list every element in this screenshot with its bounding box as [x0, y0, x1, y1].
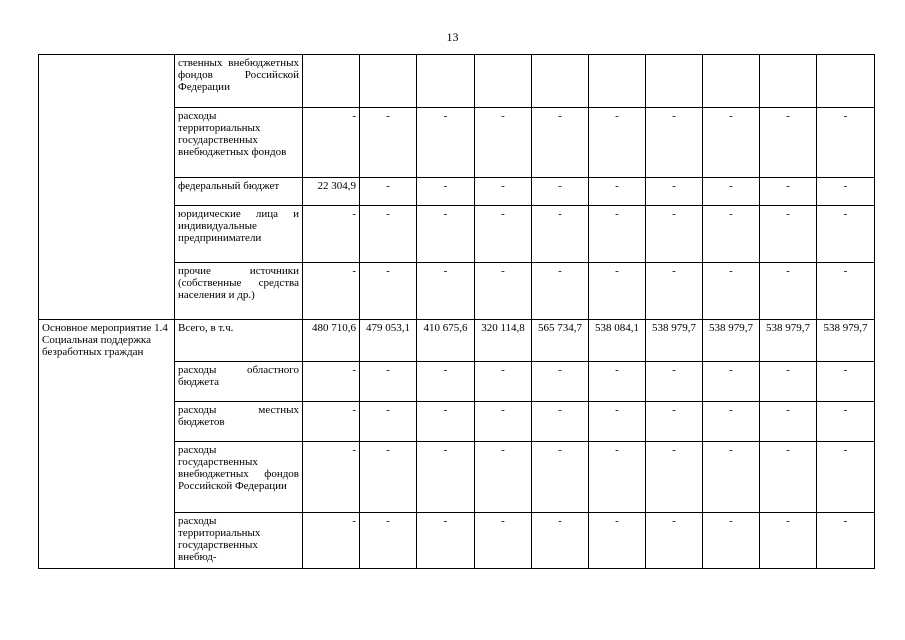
value-cell: - — [360, 178, 417, 206]
value-cell: - — [817, 178, 875, 206]
value-cell: - — [589, 362, 646, 402]
value-cell: - — [303, 108, 360, 178]
value-cell: - — [646, 108, 703, 178]
value-cell: - — [532, 178, 589, 206]
funding-source-cell: федеральный бюджет — [175, 178, 303, 206]
value-cell: - — [360, 263, 417, 320]
value-cell: 538 084,1 — [589, 320, 646, 362]
value-cell: - — [475, 263, 532, 320]
value-cell: - — [646, 206, 703, 263]
value-cell: - — [760, 263, 817, 320]
value-cell: - — [360, 513, 417, 569]
table-row — [39, 55, 875, 108]
value-cell: - — [417, 442, 475, 513]
value-cell: - — [532, 513, 589, 569]
value-cell: 410 675,6 — [417, 320, 475, 362]
value-cell: 565 734,7 — [532, 320, 589, 362]
value-cell: - — [360, 402, 417, 442]
value-cell: - — [703, 442, 760, 513]
value-cell: - — [475, 402, 532, 442]
funding-source-cell: расходы областного бюджета — [175, 362, 303, 402]
value-cell: - — [760, 362, 817, 402]
value-cell: - — [303, 513, 360, 569]
value-cell: - — [760, 108, 817, 178]
value-cell — [703, 55, 760, 108]
funding-source-cell: расходы территориальных государственных внебюд- — [175, 513, 303, 569]
funding-source-cell: прочие источники (собственные средства населения и др.) — [175, 263, 303, 320]
page-number: 13 — [446, 30, 459, 44]
value-cell: - — [703, 108, 760, 178]
value-cell: - — [360, 206, 417, 263]
value-cell: - — [646, 178, 703, 206]
measure-description: Социальная поддержка безработных граждан — [42, 334, 151, 358]
value-cell: - — [303, 362, 360, 402]
value-cell — [303, 55, 360, 108]
value-cell: - — [646, 402, 703, 442]
value-cell: - — [589, 206, 646, 263]
measure-title: Основное мероприятие 1.4 — [42, 322, 168, 334]
value-cell: - — [817, 442, 875, 513]
value-cell: - — [760, 402, 817, 442]
value-cell: - — [417, 263, 475, 320]
value-cell — [532, 55, 589, 108]
value-cell: - — [703, 402, 760, 442]
value-cell: 479 053,1 — [360, 320, 417, 362]
value-cell: 22 304,9 — [303, 178, 360, 206]
value-cell: - — [589, 513, 646, 569]
value-cell: - — [360, 442, 417, 513]
value-cell: - — [703, 206, 760, 263]
value-cell: - — [417, 206, 475, 263]
value-cell: - — [703, 513, 760, 569]
value-cell: - — [417, 178, 475, 206]
value-cell — [360, 55, 417, 108]
value-cell: - — [703, 362, 760, 402]
value-cell: 538 979,7 — [760, 320, 817, 362]
value-cell: - — [303, 402, 360, 442]
value-cell — [589, 55, 646, 108]
value-cell: - — [646, 263, 703, 320]
value-cell: - — [303, 442, 360, 513]
value-cell: - — [589, 442, 646, 513]
value-cell — [817, 55, 875, 108]
value-cell: - — [532, 362, 589, 402]
value-cell — [646, 55, 703, 108]
value-cell: - — [532, 263, 589, 320]
value-cell: - — [646, 362, 703, 402]
value-cell: - — [760, 513, 817, 569]
value-cell: 480 710,6 — [303, 320, 360, 362]
value-cell: - — [589, 178, 646, 206]
funding-source-cell: ственных внебюджетных фондов Российской Федерации — [175, 55, 303, 108]
budget-table — [38, 54, 875, 569]
value-cell: - — [589, 402, 646, 442]
value-cell: - — [646, 442, 703, 513]
value-cell: - — [646, 513, 703, 569]
value-cell: 538 979,7 — [703, 320, 760, 362]
value-cell: - — [303, 206, 360, 263]
value-cell: 538 979,7 — [646, 320, 703, 362]
value-cell: 320 114,8 — [475, 320, 532, 362]
measure-cell — [39, 320, 175, 569]
value-cell: - — [417, 402, 475, 442]
value-cell — [417, 55, 475, 108]
value-cell: - — [475, 178, 532, 206]
value-cell: - — [475, 362, 532, 402]
value-cell: - — [589, 263, 646, 320]
funding-source-cell: юридические лица и индивидуальные предприниматели — [175, 206, 303, 263]
value-cell: - — [532, 108, 589, 178]
value-cell: - — [417, 108, 475, 178]
value-cell: - — [532, 442, 589, 513]
value-cell — [475, 55, 532, 108]
value-cell: - — [589, 108, 646, 178]
value-cell — [760, 55, 817, 108]
value-cell: - — [532, 206, 589, 263]
funding-source-cell: расходы местных бюджетов — [175, 402, 303, 442]
value-cell: - — [360, 362, 417, 402]
value-cell: - — [532, 402, 589, 442]
value-cell: 538 979,7 — [817, 320, 875, 362]
table-row — [39, 320, 875, 362]
value-cell: - — [417, 513, 475, 569]
value-cell: - — [475, 206, 532, 263]
value-cell: - — [475, 108, 532, 178]
measure-cell-empty — [39, 55, 175, 320]
value-cell: - — [817, 362, 875, 402]
value-cell: - — [817, 108, 875, 178]
value-cell: - — [417, 362, 475, 402]
value-cell: - — [817, 402, 875, 442]
value-cell: - — [360, 108, 417, 178]
value-cell: - — [760, 178, 817, 206]
value-cell: - — [703, 263, 760, 320]
value-cell: - — [817, 206, 875, 263]
funding-source-cell: расходы государственных внебюджетных фондов Российской Федерации — [175, 442, 303, 513]
funding-source-cell: Всего, в т.ч. — [175, 320, 303, 362]
funding-source-cell: расходы территориальных государственных внебюджетных фондов — [175, 108, 303, 178]
value-cell: - — [817, 513, 875, 569]
table-body — [39, 55, 875, 569]
value-cell: - — [817, 263, 875, 320]
value-cell: - — [475, 513, 532, 569]
value-cell: - — [760, 442, 817, 513]
value-cell: - — [303, 263, 360, 320]
value-cell: - — [475, 442, 532, 513]
value-cell: - — [703, 178, 760, 206]
value-cell: - — [760, 206, 817, 263]
